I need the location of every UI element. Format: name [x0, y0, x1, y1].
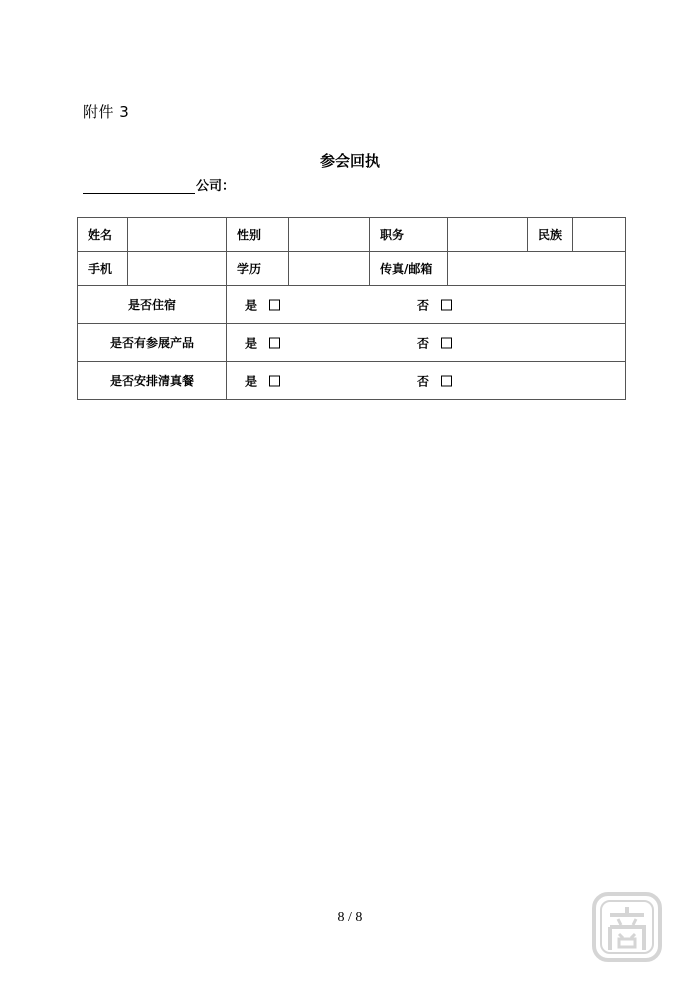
name-field[interactable]	[128, 218, 227, 252]
table-row-contact	[78, 252, 626, 286]
halal-choice	[227, 362, 626, 400]
accommodation-no-option[interactable]	[417, 296, 452, 313]
no-label: 否	[417, 374, 430, 388]
receipt-table	[77, 217, 626, 400]
gender-field[interactable]	[289, 218, 370, 252]
ethnicity-label: 民族	[528, 218, 573, 252]
exhibit-question: 是否有参展产品	[78, 324, 227, 362]
checkbox-icon[interactable]	[269, 299, 280, 310]
accommodation-choice	[227, 286, 626, 324]
accommodation-yes-option[interactable]	[245, 296, 280, 313]
yes-label: 是	[245, 298, 258, 312]
company-name-blank[interactable]	[83, 179, 195, 194]
table-row-halal	[78, 362, 626, 400]
halal-question: 是否安排清真餐	[78, 362, 227, 400]
checkbox-icon[interactable]	[269, 375, 280, 386]
name-label: 姓名	[78, 218, 128, 252]
mobile-field[interactable]	[128, 252, 227, 286]
fax-email-label: 传真/邮箱	[370, 252, 448, 286]
mobile-label: 手机	[78, 252, 128, 286]
shang-seal-logo-icon	[588, 888, 666, 966]
halal-no-option[interactable]	[417, 372, 452, 389]
checkbox-icon[interactable]	[441, 299, 452, 310]
table-row-accommodation	[78, 286, 626, 324]
ethnicity-field[interactable]	[573, 218, 626, 252]
halal-yes-option[interactable]	[245, 372, 280, 389]
education-label: 学历	[227, 252, 289, 286]
position-field[interactable]	[448, 218, 528, 252]
yes-label: 是	[245, 374, 258, 388]
fax-email-field[interactable]	[448, 252, 626, 286]
exhibit-yes-option[interactable]	[245, 334, 280, 351]
attachment-label: 附件 3	[83, 103, 130, 121]
checkbox-icon[interactable]	[269, 337, 280, 348]
no-label: 否	[417, 336, 430, 350]
checkbox-icon[interactable]	[441, 375, 452, 386]
exhibit-choice	[227, 324, 626, 362]
company-line	[83, 175, 235, 194]
gender-label: 性别	[227, 218, 289, 252]
exhibit-no-option[interactable]	[417, 334, 452, 351]
document-title: 参会回执	[319, 152, 380, 170]
education-field[interactable]	[289, 252, 370, 286]
page-number: 8 / 8	[337, 910, 363, 925]
table-row-exhibit	[78, 324, 626, 362]
yes-label: 是	[245, 336, 258, 350]
accommodation-question: 是否住宿	[78, 286, 227, 324]
company-suffix: 公司：	[196, 179, 236, 194]
no-label: 否	[417, 298, 430, 312]
table-row-personal	[78, 218, 626, 252]
position-label: 职务	[370, 218, 448, 252]
checkbox-icon[interactable]	[441, 337, 452, 348]
